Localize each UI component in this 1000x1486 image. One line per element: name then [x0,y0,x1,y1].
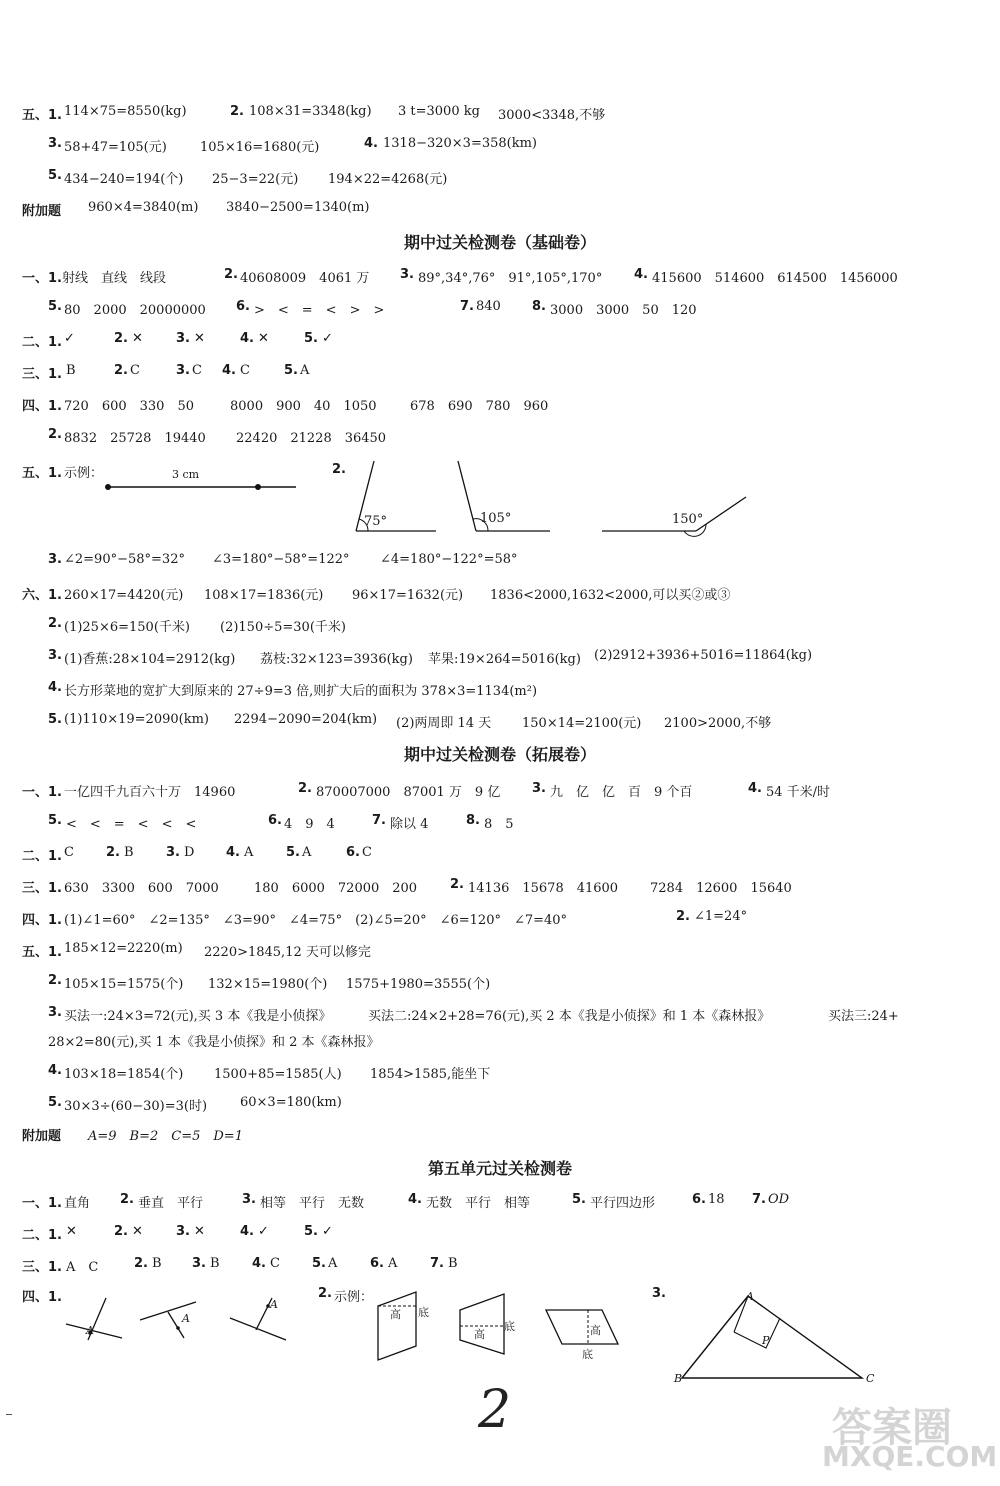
s4-line-1 [0,1192,1000,1214]
s2-line-2 [0,299,1000,321]
answer-text: (1)∠1=60° ∠2=135° ∠3=90° ∠4=75° (2)∠5=20° ∠6=120° ∠7=40° [64,913,568,928]
answer-text: 1500+85=1585(人) [214,1067,342,1082]
answer-text: ∠3=180°−58°=122° [212,552,350,567]
question-number: 2. [106,845,120,860]
answer-text: ∠2=90°−58°=32° [64,552,185,567]
answer-text: 垂直 平行 [138,1196,204,1211]
answer-text: ∠4=180°−122°=58° [380,552,518,567]
question-number: 2. [114,1224,128,1239]
answer-text: ✕ [132,331,143,346]
question-number: 4. [48,1063,62,1078]
answer-text: 射线 直线 线段 [62,271,167,286]
answer-text: 132×15=1980(个) [208,977,328,992]
question-number: 3. [400,267,414,282]
answer-text: 105×16=1680(元) [200,140,320,155]
s3-line-11 [0,1095,1000,1117]
answer-text: 买法二:24×2+28=76(元),买 2 本《我是小侦探》和 1 本《森林报》 [368,1009,771,1024]
answer-text: B [210,1256,220,1271]
answer-text: ∠1=24° [694,909,748,924]
s3-line-5 [0,909,1000,931]
answer-text: A C [66,1260,99,1275]
question-number: 5. [572,1192,586,1207]
answer-text: 54 千米/时 [766,785,831,800]
answer-text: ✕ [194,331,205,346]
vertex-label-c: C [866,1372,875,1385]
answer-text: ✓ [64,331,75,346]
answer-text: 260×17=4420(元) [64,588,184,603]
question-number: 2. [48,427,62,442]
answer-text: 96×17=1632(元) [352,588,464,603]
answer-text: 2220>1845,12 天可以修完 [204,945,371,960]
answer-text: 180 6000 72000 200 [254,881,418,896]
answer-text: 185×12=2220(m) [64,941,183,956]
answer-text: ✕ [66,1224,77,1239]
question-number: 5. [304,1224,318,1239]
answer-text: 150×14=2100(元) [522,716,642,731]
answer-text: 九 亿 亿 百 9 个百 [550,785,693,800]
watermark-url: MXQE.COM [822,1440,998,1473]
answer-text: 3000<3348,不够 [498,108,606,123]
answer-text: A [300,363,310,378]
answer-text: ✕ [132,1224,143,1239]
answer-text: 194×22=4268(元) [328,172,448,187]
answer-text: 除以 4 [390,817,429,832]
s2-line-11 [0,648,1000,670]
s3-line-8 [0,1005,1000,1027]
question-number: 4. [48,680,62,695]
point-label-a: A [270,1298,278,1311]
answer-text: 长方形菜地的宽扩大到原来的 27÷9=3 倍,则扩大后的面积为 378×3=1134(m²) [64,684,538,699]
question-number: 5. [48,168,62,183]
question-number: 2. [676,909,690,924]
answer-text: 3000 3000 50 120 [550,303,697,318]
angle-label: 75° [364,514,388,529]
answer-text: A [244,845,254,860]
answer-text: A=9 B=2 C=5 D=1 [88,1129,243,1144]
answer-text: (1)25×6=150(千米) [64,620,190,635]
answer-text: A [302,845,312,860]
height-label: 高 [474,1328,485,1341]
segment-length-label: 3 cm [172,468,200,481]
question-number: 二、1. [22,849,62,864]
answer-text: 买法一:24×3=72(元),买 3 本《我是小侦探》 [64,1009,332,1024]
answer-text: B [66,363,76,378]
s2-line-1 [0,267,1000,289]
question-number: 3. [166,845,180,860]
answer-text: C [192,363,202,378]
answer-text: ✓ [322,331,333,346]
point-label-a: A [86,1324,94,1337]
question-number: 3. [176,1224,190,1239]
vertex-label-b: B [674,1372,683,1385]
question-number: 四、1. [22,913,62,928]
s3-line-10 [0,1063,1000,1085]
s2-line-4 [0,363,1000,385]
s2-line-10 [0,616,1000,638]
question-number: 2. [134,1256,148,1271]
answer-text: C [362,845,372,860]
answer-text: (2)150÷5=30(千米) [220,620,346,635]
base-label: 底 [582,1348,593,1361]
question-number: 3. [532,781,546,796]
question-number: 4. [748,781,762,796]
question-number: 2. [48,616,62,631]
question-number: 3. [652,1286,666,1301]
question-number: 5. [48,813,62,828]
answer-text: 22420 21228 36450 [236,431,387,446]
point-label-p: P [762,1334,770,1347]
s1-line-2 [0,136,1000,158]
answer-text: (1)110×19=2090(km) [64,712,209,727]
section-title: 期中过关检测卷（拓展卷） [403,745,596,764]
angle-label: 105° [480,511,512,526]
answer-text: > < = < > > [254,303,385,318]
question-number: 5. [286,845,300,860]
answer-text: 4 9 4 [284,817,335,832]
answer-text: B [124,845,134,860]
question-number: 5. [48,1095,62,1110]
answer-text: 870007000 87001 万 9 亿 [316,785,501,800]
answer-text: 18 [708,1192,725,1207]
answer-text: OD [768,1192,790,1207]
question-number: 四、1. [22,1290,62,1305]
question-number: 3. [176,363,190,378]
answer-text: 苹果:19×264=5016(kg) [428,652,581,667]
question-number: 8. [466,813,480,828]
question-number: 三、1. [22,1260,62,1275]
question-number: 3. [192,1256,206,1271]
s3-line-2 [0,813,1000,835]
question-number: 7. [430,1256,444,1271]
question-number: 4. [240,1224,254,1239]
answer-text: 30×3÷(60−30)=3(时) [64,1099,208,1114]
answer-text: 678 690 780 960 [410,399,549,414]
question-number: 3. [176,331,190,346]
answer-text: 3840−2500=1340(m) [226,200,370,215]
s2-line-5 [0,395,1000,417]
question-number: 五、1. [22,945,62,960]
answer-text: (1)香蕉:28×104=2912(kg) [64,652,236,667]
height-label: 高 [590,1324,601,1337]
answer-text: C [240,363,250,378]
question-number: 6. [236,299,250,314]
segment-drawing [100,480,300,494]
answer-text: A [328,1256,338,1271]
question-number: 一、1. [22,1196,62,1211]
answer-text: 1854>1585,能坐下 [370,1067,491,1082]
question-number: 五、1. [22,466,62,481]
s2-line-9 [0,584,1000,606]
answer-text: B [448,1256,458,1271]
answer-text: A [388,1256,398,1271]
question-number: 2. [332,462,346,477]
s1-line-4 [0,200,1000,222]
answer-text: 960×4=3840(m) [88,200,199,215]
question-number: 8. [532,299,546,314]
s2-line-13 [0,712,1000,734]
question-number: 二、1. [22,335,62,350]
answer-text: 108×31=3348(kg) [249,104,372,119]
question-number: 7. [372,813,386,828]
answer-text: C [270,1256,280,1271]
answer-text: 2100>2000,不够 [664,716,772,731]
question-number: 四、1. [22,399,62,414]
answer-text: ✕ [194,1224,205,1239]
base-label: 底 [504,1320,515,1333]
point-label-a: A [182,1312,190,1325]
answer-text: 60×3=180(km) [240,1095,342,1110]
s3-line-7 [0,973,1000,995]
answer-text: 80 2000 20000000 [64,303,206,318]
answer-text: 直角 [64,1196,91,1211]
answer-text: C [130,363,140,378]
example-label: 示例： [64,466,104,481]
question-number: 5. [48,712,62,727]
answer-text: D [184,845,195,860]
answer-text: ✕ [258,331,269,346]
answer-text: 720 600 330 50 [64,399,194,414]
answer-text: (2)两周即 14 天 [396,716,492,731]
question-number: 7. [460,299,474,314]
answer-text: 1318−320×3=358(km) [383,136,538,151]
answer-text: 14136 15678 41600 [468,881,619,896]
answer-text: 28×2=80(元),买 1 本《我是小侦探》和 2 本《森林报》 [48,1035,380,1050]
vertex-label-a: A [746,1290,754,1303]
s3-line-4 [0,877,1000,899]
question-number: 五、1. [22,108,62,123]
question-number: 4. [252,1256,266,1271]
question-number: 4. [240,331,254,346]
question-number: 二、1. [22,1228,62,1243]
question-number: 5. [48,299,62,314]
question-number: 3. [48,552,62,567]
s4-line-2 [0,1224,1000,1246]
question-number: 4. [226,845,240,860]
s2-line-3 [0,331,1000,353]
question-number: 六、1. [22,588,62,603]
question-number: 6. [346,845,360,860]
answer-text: 1836<2000,1632<2000,可以买②或③ [490,588,731,603]
answer-text: (2)2912+3936+5016=11864(kg) [594,648,813,663]
question-number: 附加题 [22,204,62,219]
perpendicular-lines-drawing [60,1290,300,1350]
question-number: 5. [312,1256,326,1271]
answer-text: 7284 12600 15640 [650,881,792,896]
answer-text: 1575+1980=3555(个) [346,977,491,992]
watermark-logo: 答案圈 [832,1405,952,1451]
question-number: 2. [48,973,62,988]
trapezoid-height [460,1294,504,1354]
answer-text: 434−240=194(个) [64,172,184,187]
margin-mark [6,1414,12,1415]
parallelogram-height-1 [378,1292,416,1360]
angle-label: 150° [672,512,704,527]
question-number: 4. [634,267,648,282]
s2-line-6 [0,427,1000,449]
question-number: 3. [48,648,62,663]
answer-text: 415600 514600 614500 1456000 [652,271,898,286]
answer-text: 相等 平行 无数 [260,1196,365,1211]
page-number: 2 [478,1380,512,1440]
question-number: 5. [284,363,298,378]
question-number: 2. [114,363,128,378]
answer-text: 8832 25728 19440 [64,431,206,446]
question-number: 4. [364,136,378,151]
question-number: 4. [408,1192,422,1207]
answer-text: 8000 900 40 1050 [230,399,377,414]
question-number: 2. [450,877,464,892]
angle-drawings [340,455,780,535]
s4-line-3 [0,1256,1000,1278]
question-number: 一、1. [22,785,62,800]
answer-text: 2294−2090=204(km) [234,712,378,727]
perpendicular-1 [66,1298,122,1340]
question-number: 6. [370,1256,384,1271]
s3-line-6 [0,941,1000,963]
s3-line-3 [0,845,1000,867]
question-number: 3. [48,1005,62,1020]
question-number: 4. [222,363,236,378]
parallelogram-height-2 [546,1310,618,1344]
question-number: 附加题 [22,1129,62,1144]
answer-text: ✓ [322,1224,333,1239]
question-number: 3. [242,1192,256,1207]
answer-text: 平行四边形 [590,1196,656,1211]
question-number: 2. [318,1286,332,1301]
answer-text: 840 [476,299,501,314]
example-label: 示例： [334,1290,374,1305]
question-number: 5. [304,331,318,346]
answer-text: B [152,1256,162,1271]
answer-text: 无数 平行 相等 [426,1196,531,1211]
answer-text: 买法三:24+ [828,1009,899,1024]
answer-text: 荔枝:32×123=3936(kg) [260,652,413,667]
section-title: 第五单元过关检测卷 [427,1159,572,1178]
s2-line-12 [0,680,1000,702]
answer-text: 108×17=1836(元) [204,588,324,603]
question-number: 2. [114,331,128,346]
question-number: 2. [224,267,238,282]
base-label: 底 [418,1306,429,1319]
question-number: 2. [120,1192,134,1207]
answer-text: 一亿四千九百六十万 14960 [64,785,236,800]
answer-text: 3 t=3000 kg [398,104,480,119]
question-number: 三、1. [22,881,62,896]
question-number: 三、1. [22,367,62,382]
question-number: 2. [298,781,312,796]
s3-line-9 [0,1031,1000,1053]
answer-text: C [64,845,74,860]
answer-text: 114×75=8550(kg) [64,104,187,119]
s1-line-3 [0,168,1000,190]
question-number: 2. [230,104,244,119]
s3-line-1 [0,781,1000,803]
answer-text: 25−3=22(元) [212,172,299,187]
answer-text: 58+47=105(元) [64,140,167,155]
question-number: 6. [268,813,282,828]
section-title: 期中过关检测卷（基础卷） [403,233,596,252]
answer-text: 630 3300 600 7000 [64,881,219,896]
s2-line-8 [0,552,1000,574]
answer-text: 40608009 4061 万 [240,271,370,286]
question-number: 一、1. [22,271,62,286]
answer-text: 103×18=1854(个) [64,1067,184,1082]
answer-text: 89°,34°,76° 91°,105°,170° [418,271,603,286]
triangle-drawing [676,1290,876,1386]
answer-text: < < = < < < [66,817,197,832]
s3-line-12 [0,1125,1000,1147]
height-label: 高 [390,1308,401,1321]
question-number: 7. [752,1192,766,1207]
answer-text: ✓ [258,1224,269,1239]
answer-text: 105×15=1575(个) [64,977,184,992]
s1-line-1 [0,104,1000,126]
question-number: 6. [692,1192,706,1207]
question-number: 3. [48,136,62,151]
answer-text: 8 5 [484,817,514,832]
